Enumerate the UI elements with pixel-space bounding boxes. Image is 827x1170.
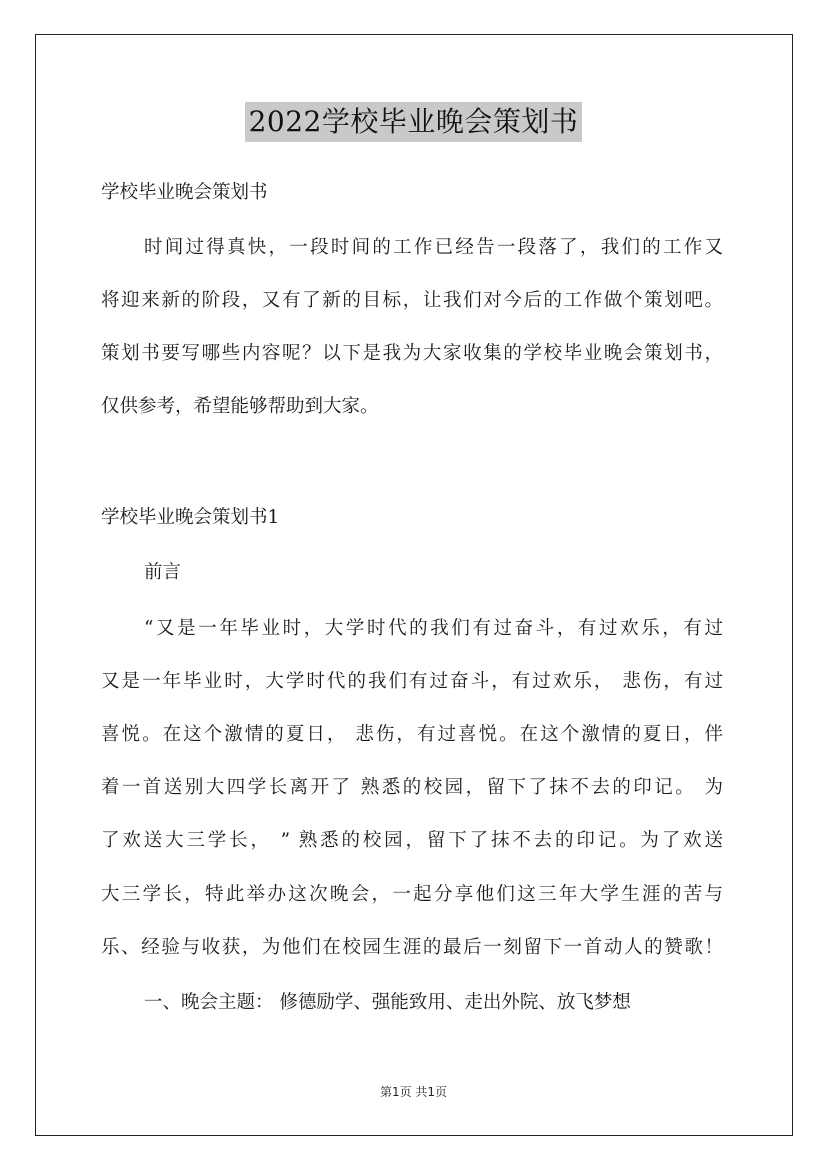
preface-line: 乐、经验与收获，为他们在校园生涯的最后一刻留下一首动人的赞歌！: [101, 937, 723, 958]
preface-line: 又是一年毕业时，大学时代的我们有过奋斗，有过欢乐， 悲伤，有过: [101, 671, 723, 692]
page-footer: 第1页 共1页: [379, 1085, 448, 1099]
document-title-text: 2022学校毕业晚会策划书: [245, 102, 583, 142]
intro-line: 仅供参考，希望能够帮助到大家。: [101, 396, 379, 417]
subtitle: 学校毕业晚会策划书: [101, 182, 268, 203]
document-title: [0, 102, 827, 142]
preface-line: 喜悦。在这个激情的夏日， 悲伤，有过喜悦。在这个激情的夏日，伴: [101, 724, 723, 745]
intro-line: 策划书要写哪些内容呢？以下是我为大家收集的学校毕业晚会策划书，: [101, 343, 723, 364]
preface-line: 着一首送别大四学长离开了 熟悉的校园，留下了抹不去的印记。 为: [101, 777, 723, 798]
preface-line: “又是一年毕业时，大学时代的我们有过奋斗，有过欢乐，有过: [144, 618, 723, 639]
preface-line: 了欢送大三学长， ” 熟悉的校园，留下了抹不去的印记。为了欢送: [101, 830, 723, 851]
intro-line: 时间过得真快，一段时间的工作已经告一段落了，我们的工作又: [144, 237, 723, 258]
theme-line: 一、晚会主题： 修德励学、强能致用、走出外院、放飞梦想: [144, 992, 631, 1013]
preface-line: 大三学长，特此举办这次晚会，一起分享他们这三年大学生涯的苦与: [101, 884, 723, 905]
preface-heading: 前言: [144, 562, 182, 583]
section-heading: 学校毕业晚会策划书1: [101, 507, 280, 528]
intro-line: 将迎来新的阶段，又有了新的目标，让我们对今后的工作做个策划吧。: [101, 290, 723, 311]
